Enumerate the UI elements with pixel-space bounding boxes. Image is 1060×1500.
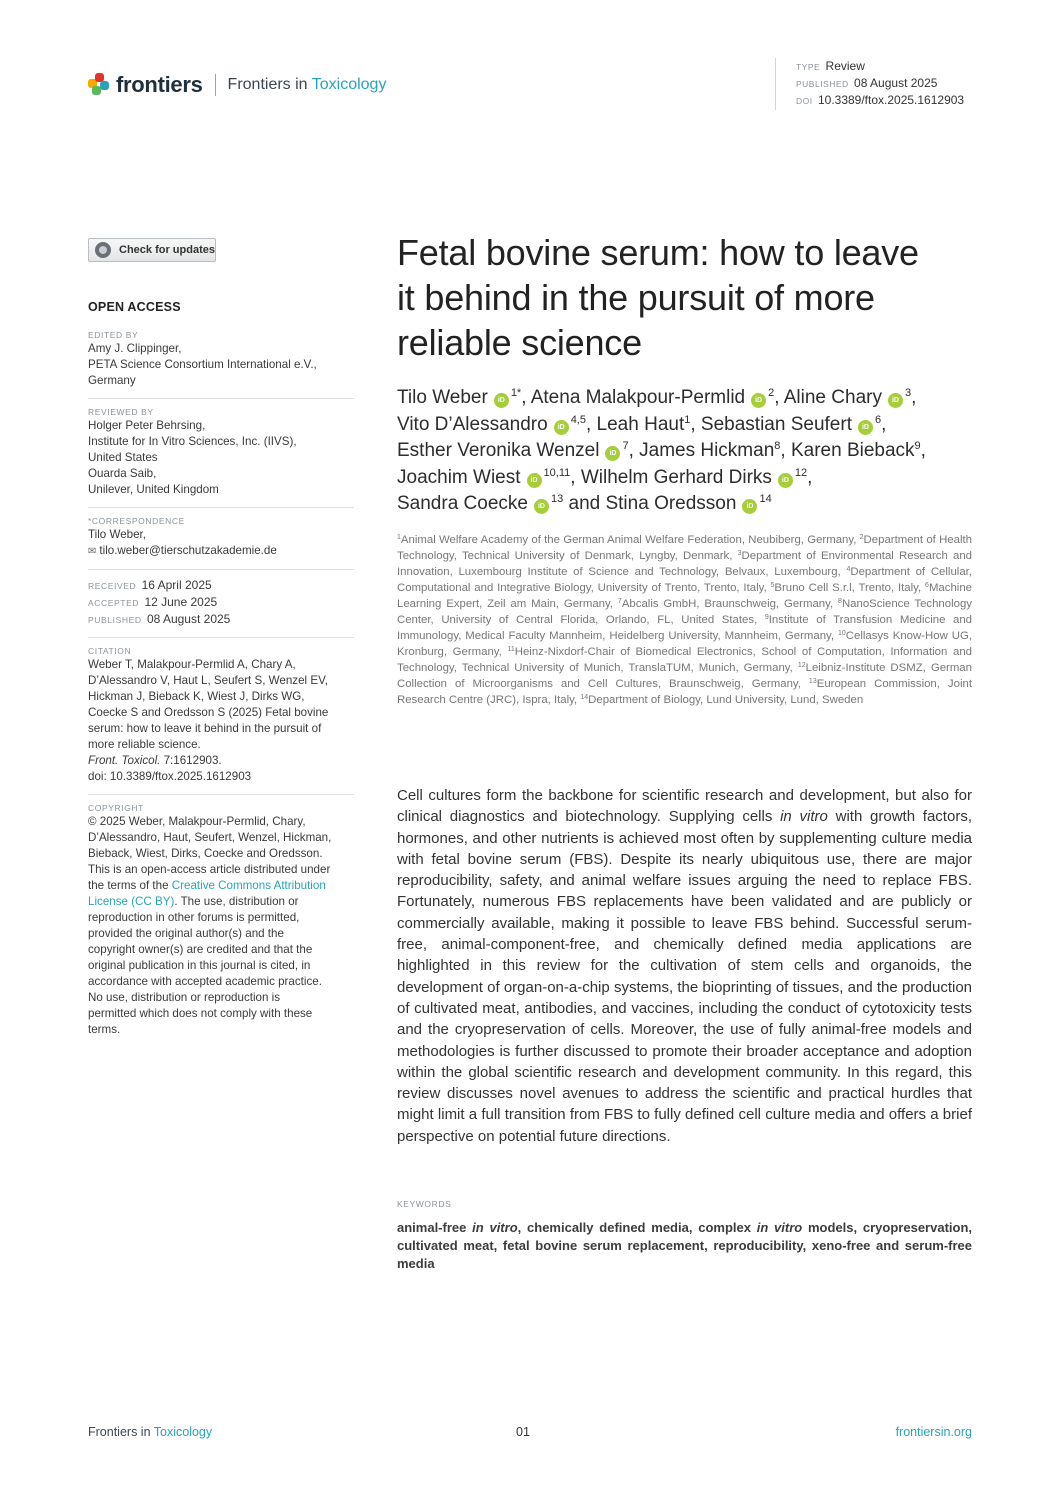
author-name[interactable]: Vito D’Alessandro <box>397 413 548 435</box>
correspondence-section <box>88 507 354 560</box>
copyright-line: terms. <box>88 1023 121 1036</box>
affiliation-text: Heinz-Nixdorf-Chair of Biomedical Electronics, School of Computation, Information and Technology, Technical University of Munich, TranslaTUM, Munich, Germany, <box>397 646 972 674</box>
reviewer-line: United States <box>88 451 158 464</box>
open-access-label: OPEN ACCESS <box>88 300 181 314</box>
meta-doi <box>796 92 964 109</box>
footer-journal-accent: Toxicology <box>153 1425 213 1439</box>
orcid-icon[interactable]: iD <box>858 420 873 435</box>
journal-name <box>228 76 387 94</box>
keyword-text: animal-free <box>397 1220 473 1235</box>
copyright-pre-link: the terms of the <box>88 879 172 892</box>
orcid-icon[interactable]: iD <box>751 393 766 408</box>
affiliation-number: 5 <box>770 582 775 589</box>
citation-label: CITATION <box>88 646 132 656</box>
published-label: PUBLISHED <box>88 615 142 625</box>
author-affiliation-number: 14 <box>759 493 772 506</box>
affiliation-number: 8 <box>838 598 842 605</box>
author-separator: , <box>911 387 917 408</box>
edited-by-label: EDITED BY <box>88 330 139 340</box>
orcid-icon[interactable]: iD <box>527 473 542 488</box>
author-affiliation-number: 4,5 <box>570 413 586 426</box>
affiliation-text: Bruno Cell S.r.l, Trento, Italy, <box>774 582 926 594</box>
author-name[interactable]: Aline Chary <box>783 387 882 408</box>
author-separator: , <box>774 387 784 408</box>
orcid-icon[interactable]: iD <box>888 393 903 408</box>
author-name[interactable]: Sandra Coecke <box>397 493 528 515</box>
correspondence-email[interactable]: tilo.weber@tierschutzakademie.de <box>99 544 277 557</box>
abstract-text: Cell cultures form the backbone for scientific research and development, but also for clinical diagnostics and biotechnology. Supplying cells <box>397 787 972 826</box>
affiliation-number: 13 <box>808 678 817 685</box>
published-date: 08 August 2025 <box>146 612 231 626</box>
envelope-icon: ✉ <box>88 546 97 557</box>
affiliation-text: Machine Learning Expert, Zeil am Main, Germany, <box>397 582 972 610</box>
keyword-text: models, cryopreservation, cultivated meat, fetal bovine serum replacement, reproducibility, xeno-free and serum-free media <box>397 1220 972 1271</box>
keyword-italic: in vitro <box>472 1220 518 1235</box>
author-separator: , <box>628 440 640 462</box>
affiliation-number: 3 <box>737 550 742 557</box>
affiliation-text: Cellasys Know-How UG, Kronburg, Germany, <box>397 630 972 658</box>
citation-volume: 7:1612903. <box>160 754 222 767</box>
author-name[interactable]: Tilo Weber <box>397 387 488 408</box>
author-name[interactable]: Karen Bieback <box>790 440 915 462</box>
orcid-icon[interactable]: iD <box>605 446 620 461</box>
citation-line: Coecke S and Oredsson S (2025) Fetal bovine <box>88 706 329 719</box>
logo-divider <box>215 74 216 96</box>
title-line: reliable science <box>397 322 642 363</box>
check-updates-label: Check for updates <box>119 244 215 256</box>
copyright-line: reproduction in other forums is permitted, <box>88 911 300 924</box>
meta-type <box>796 58 964 75</box>
orcid-icon[interactable]: iD <box>554 420 569 435</box>
affiliation-number: 14 <box>580 694 589 701</box>
author-separator: and <box>563 493 606 515</box>
abstract <box>397 785 972 1147</box>
frontiers-logo[interactable] <box>88 70 386 100</box>
cc-license-link[interactable]: Creative Commons Attribution <box>171 879 326 892</box>
author-separator: , <box>585 413 597 435</box>
page-number: 01 <box>516 1425 530 1439</box>
author-affiliation-number: 7 <box>622 440 629 453</box>
accepted-row <box>88 594 354 611</box>
meta-type-label: TYPE <box>796 62 821 72</box>
author-name[interactable]: James Hickman <box>639 440 775 462</box>
correspondence-email-row <box>88 543 354 560</box>
author-affiliation-number: 12 <box>794 466 808 479</box>
journal-accent: Toxicology <box>311 76 387 93</box>
author-affiliation-number: 1* <box>510 387 522 399</box>
citation-line: serum: how to leave it behind in the pursuit of <box>88 722 322 735</box>
affiliation-number: 10 <box>837 630 846 637</box>
keyword-italic: in vitro <box>756 1220 803 1235</box>
citation-line: Weber T, Malakpour-Permlid A, Chary A, <box>88 658 296 671</box>
editor-line: Amy J. Clippinger, <box>88 342 182 355</box>
copyright-line: copyright owner(s) are credited and that the <box>88 943 313 956</box>
frontiers-logo-icon <box>88 73 110 97</box>
author-affiliation-number: 8 <box>774 440 781 453</box>
copyright-line: D’Alessandro, Haut, Seufert, Wenzel, Hickman, <box>88 831 332 844</box>
author-affiliation-number: 10,11 <box>543 466 571 479</box>
abstract-italic: in vitro <box>780 808 828 826</box>
citation-journal: Front. Toxicol. <box>88 754 161 767</box>
logo-wordmark: frontiers <box>116 72 203 97</box>
citation-line: Hickman J, Bieback K, Wiest J, Dirks WG, <box>88 690 305 703</box>
affiliation-number: 9 <box>764 614 769 621</box>
affiliations <box>397 532 972 708</box>
orcid-icon[interactable]: iD <box>778 473 793 488</box>
affiliation-number: 12 <box>797 662 806 669</box>
affiliation-text: NanoScience Technology Center, University of Central Florida, Orlando, FL, United States, <box>397 598 972 626</box>
keywords <box>397 1219 972 1273</box>
author-affiliation-number: 6 <box>874 413 882 426</box>
title-line: Fetal bovine serum: how to leave <box>397 232 919 273</box>
reviewed-by-label: REVIEWED BY <box>88 407 154 417</box>
received-date: 16 April 2025 <box>141 578 212 592</box>
affiliation-text: Department of Cellular, Computational and Integrative Biology, University of Trento, Trento, Italy, <box>397 566 972 594</box>
author-name[interactable]: Stina Oredsson <box>605 493 737 515</box>
author-name[interactable]: Leah Haut <box>596 413 685 435</box>
citation-line: more reliable science. <box>88 738 201 751</box>
affiliation-text: Abcalis GmbH, Braunschweig, Germany, <box>621 598 839 610</box>
copyright-line: © 2025 Weber, Malakpour-Permlid, Chary, <box>88 815 306 828</box>
reviewed-by-section <box>88 398 354 498</box>
meta-published <box>796 75 964 92</box>
author-separator: , <box>521 387 531 408</box>
affiliation-text: European Commission, Joint Research Centre (JRC), Ispra, Italy, <box>397 678 972 706</box>
copyright-section <box>88 794 354 1038</box>
affiliation-text: Department of Environmental Research and Innovation, Luxembourg Institute of Science and Technology, Belvaux, Luxembourg, <box>397 550 973 578</box>
edited-by-section <box>88 329 354 389</box>
accepted-label: ACCEPTED <box>88 598 140 608</box>
keyword-text: , chemically defined media, complex <box>517 1220 757 1235</box>
author-separator: , <box>881 413 887 435</box>
reviewer-line: Ouarda Saib, <box>88 467 157 480</box>
footer-site-link[interactable]: frontiersin.org <box>895 1425 972 1439</box>
orcid-icon[interactable]: iD <box>742 499 757 514</box>
check-updates-icon <box>95 242 111 258</box>
affiliation-number: 4 <box>846 566 851 573</box>
author-affiliation-number: 2 <box>768 387 775 399</box>
author-affiliation-number: 1 <box>684 413 691 426</box>
keywords-label: KEYWORDS <box>397 1199 452 1209</box>
copyright-line: original publication in this journal is cited, in <box>88 959 311 972</box>
copyright-line: No use, distribution or reproduction is <box>88 991 281 1004</box>
received-row <box>88 577 354 594</box>
abstract-text-cont: with growth factors, hormones, and other nutrients is achieved most often by supplementing culture media with fetal bovine serum (FBS). Despite its nearly ubiquitous use, there are major reproducibility, safety, and animal welfare issues arguing the need to replace FBS. Fortunately, numerous FBS replacements have been validated and are publicly or commercially available, making it possible to leave FBS behind. Successful serum-free, animal-component-free, and chemically defined media applications are highlighted in this review for the cultivation of stem cells and organoids, the development of organ-on-a-chip systems, the bioprinting of tissues, and the production of cultivated meat, antibodies, and vaccines, including the conduct of cytotoxicity tests and the cryopreservation of cells. Moreover, the use of fully animal-free models and methodologies is further discussed to promote their broader acceptance and adoption within the global scientific research and development community. In this regard, this review discusses novel avenues to address the scientific and practical hurdles that might limit a full transition from FBS to fully defined cell culture media and offers a brief perspective on potential future directions. <box>397 808 972 1145</box>
meta-published-value: 08 August 2025 <box>854 76 938 90</box>
author-separator: , <box>570 466 581 488</box>
author-name[interactable]: Sebastian Seufert <box>700 413 852 435</box>
meta-published-label: PUBLISHED <box>796 79 849 89</box>
correspondence-label: *CORRESPONDENCE <box>88 516 185 526</box>
affiliation-text: Department of Biology, Lund University, Lund, Sweden <box>588 694 864 706</box>
received-label: RECEIVED <box>88 581 137 591</box>
reviewer-line: Unilever, United Kingdom <box>88 483 219 496</box>
author-name[interactable]: Atena Malakpour-Permlid <box>530 387 746 408</box>
copyright-label: COPYRIGHT <box>88 803 144 813</box>
citation-doi[interactable]: doi: 10.3389/ftox.2025.1612903 <box>88 770 252 783</box>
citation-line: D’Alessandro V, Haut L, Seufert S, Wenzel EV, <box>88 674 328 687</box>
correspondence-name: Tilo Weber, <box>88 528 146 541</box>
author-affiliation-number: 3 <box>904 387 912 399</box>
reviewer-line: Institute for In Vitro Sciences, Inc. (IIVS), <box>88 435 297 448</box>
check-for-updates-button[interactable] <box>88 238 216 262</box>
affiliation-number: 7 <box>617 598 622 605</box>
copyright-line: accordance with accepted academic practice. <box>88 975 322 988</box>
sidebar <box>88 238 354 1038</box>
copyright-line: Bieback, Wiest, Dirks, Coecke and Oredsson. <box>88 847 323 860</box>
affiliation-text: Institute of Transfusion Medicine and Immunology, Medical Faculty Mannheim, Heidelberg University, Mannheim, Germany, <box>397 614 973 642</box>
article-meta <box>775 58 964 110</box>
published-row <box>88 611 354 628</box>
copyright-post-link: . The use, distribution or <box>174 895 299 908</box>
meta-doi-label: DOI <box>796 96 813 106</box>
author-separator: , <box>807 466 813 488</box>
footer-journal-prefix: Frontiers in <box>88 1425 154 1439</box>
affiliation-number: 1 <box>397 534 401 541</box>
author-affiliation-number: 9 <box>914 440 921 453</box>
footer-journal[interactable] <box>88 1425 212 1439</box>
affiliation-text: Department of Health Technology, Technical University of Denmark, Lyngby, Denmark, <box>397 534 972 562</box>
author-separator: , <box>780 440 791 462</box>
citation-journal-row <box>88 753 354 769</box>
affiliation-number: 6 <box>925 582 929 589</box>
copyright-line: permitted which does not comply with these <box>88 1007 313 1020</box>
dates-section <box>88 569 354 628</box>
copyright-license-row <box>88 878 354 894</box>
affiliation-text: Leibniz-Institute DSMZ, German Collection of Microorganisms and Cell Cultures, Braunschweig, Germany, <box>397 662 972 690</box>
orcid-icon[interactable]: iD <box>494 393 509 408</box>
orcid-icon[interactable]: iD <box>534 499 549 514</box>
citation-section <box>88 637 354 785</box>
copyright-license-row-2 <box>88 894 354 910</box>
meta-type-value: Review <box>825 59 865 73</box>
author-affiliation-number: 13 <box>550 493 564 506</box>
editor-line: Germany <box>88 374 136 387</box>
meta-doi-value[interactable]: 10.3389/ftox.2025.1612903 <box>817 93 965 107</box>
author-separator: , <box>920 440 926 462</box>
editor-line: PETA Science Consortium International e.V., <box>88 358 317 371</box>
affiliation-number: 11 <box>507 646 515 653</box>
affiliation-text: Animal Welfare Academy of the German Animal Welfare Federation, Neubiberg, Germany, <box>400 534 860 546</box>
author-name[interactable]: Wilhelm Gerhard Dirks <box>580 466 772 488</box>
article-title <box>397 230 977 365</box>
journal-prefix: Frontiers in <box>227 76 312 93</box>
reviewer-line: Holger Peter Behrsing, <box>88 419 206 432</box>
affiliation-number: 2 <box>859 534 864 541</box>
author-separator: , <box>690 413 701 435</box>
author-name[interactable]: Joachim Wiest <box>397 466 521 488</box>
cc-license-link-2[interactable]: License (CC BY) <box>88 895 175 908</box>
title-line: it behind in the pursuit of more <box>397 277 875 318</box>
copyright-line: provided the original author(s) and the <box>88 927 284 940</box>
copyright-line: This is an open-access article distributed under <box>88 863 331 876</box>
author-name[interactable]: Esther Veronika Wenzel <box>397 440 600 462</box>
accepted-date: 12 June 2025 <box>144 595 218 609</box>
author-list <box>397 385 977 518</box>
